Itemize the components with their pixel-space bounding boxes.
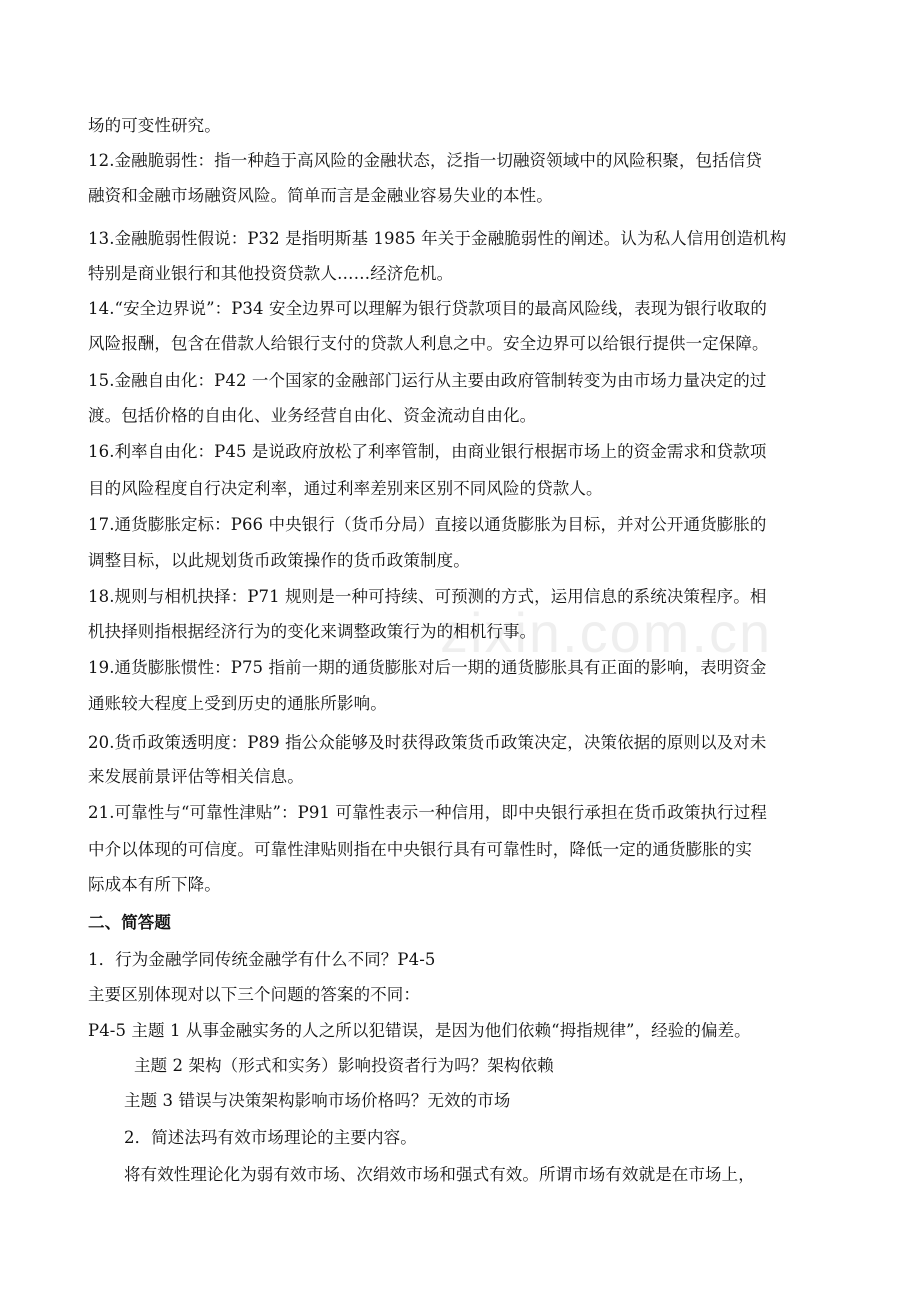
text-line: 18.规则与相机抉择：P71 规则是一种可持续、可预测的方式，运用信息的系统决策程序。相 bbox=[88, 587, 767, 606]
text-line: 风险报酬，包含在借款人给银行支付的贷款人利息之中。安全边界可以给银行提供一定保障。 bbox=[88, 334, 769, 353]
text-line: 渡。包括价格的自由化、业务经营自由化、资金流动自由化。 bbox=[88, 406, 537, 425]
text-line: 机抉择则指根据经济行为的变化来调整政策行为的相机行事。 bbox=[88, 622, 537, 641]
text-line: 16.利率自由化：P45 是说政府放松了利率管制，由商业银行根据市场上的资金需求和贷款项 bbox=[88, 442, 767, 461]
text-line: 特别是商业银行和其他投资贷款人……经济危机。 bbox=[88, 264, 454, 283]
text-line: 中介以体现的可信度。可靠性津贴则指在中央银行具有可靠性时，降低一定的通货膨胀的实 bbox=[88, 840, 752, 859]
text-line: 14.“安全边界说”：P34 安全边界可以理解为银行贷款项目的最高风险线，表现为银行收取的 bbox=[88, 299, 767, 318]
text-line: 通账较大程度上受到历史的通胀所影响。 bbox=[88, 694, 387, 713]
text-line: 17.通货膨胀定标：P66 中央银行（货币分局）直接以通货膨胀为目标，并对公开通货膨胀的 bbox=[88, 515, 767, 534]
text-line: 目的风险程度自行决定利率，通过利率差别来区别不同风险的贷款人。 bbox=[88, 479, 603, 498]
text-line: 12.金融脆弱性：指一种趋于高风险的金融状态，泛指一切融资领域中的风险积聚，包括信贷 bbox=[88, 151, 762, 170]
watermark-text: zixin.com.cn bbox=[440, 601, 773, 664]
text-line: 际成本有所下降。 bbox=[88, 875, 221, 894]
text-line: P4-5 主题 1 从事金融实务的人之所以犯错误，是因为他们依赖“拇指规律”，经验的偏差。 bbox=[88, 1021, 751, 1040]
text-line: 将有效性理论化为弱有效市场、次绢效市场和强式有效。所谓市场有效就是在市场上， bbox=[124, 1165, 755, 1184]
question-line: 1．行为金融学同传统金融学有什么不同？P4-5 bbox=[88, 950, 436, 969]
text-line: 主题 2 架构（形式和实务）影响投资者行为吗？架构依赖 bbox=[134, 1056, 554, 1075]
text-line: 21.可靠性与“可靠性津贴”：P91 可靠性表示一种信用，即中央银行承担在货币政策执行过程 bbox=[88, 803, 767, 822]
text-line: 主要区别体现对以下三个问题的答案的不同： bbox=[88, 985, 420, 1004]
text-line: 场的可变性研究。 bbox=[88, 116, 221, 135]
text-line: 融资和金融市场融资风险。简单而言是金融业容易失业的本性。 bbox=[88, 186, 553, 205]
text-line: 15.金融自由化：P42 一个国家的金融部门运行从主要由政府管制转变为由市场力量决定的过 bbox=[88, 371, 767, 390]
text-line: 调整目标，以此规划货币政策操作的货币政策制度。 bbox=[88, 551, 470, 570]
text-line: 主题 3 错误与决策架构影响市场价格吗？无效的市场 bbox=[124, 1091, 511, 1110]
question-line: 2．简述法玛有效市场理论的主要内容。 bbox=[124, 1128, 417, 1147]
text-line: 19.通货膨胀惯性：P75 指前一期的通货膨胀对后一期的通货膨胀具有正面的影响，表明资金 bbox=[88, 658, 767, 677]
text-line: 13.金融脆弱性假说：P32 是指明斯基 1985 年关于金融脆弱性的阐述。认为私人信用创造机构 bbox=[88, 229, 787, 248]
text-line: 20.货币政策透明度：P89 指公众能够及时获得政策货币政策决定，决策依据的原则以及对未 bbox=[88, 733, 767, 752]
section-heading: 二、简答题 bbox=[88, 913, 171, 932]
text-line: 来发展前景评估等相关信息。 bbox=[88, 767, 304, 786]
